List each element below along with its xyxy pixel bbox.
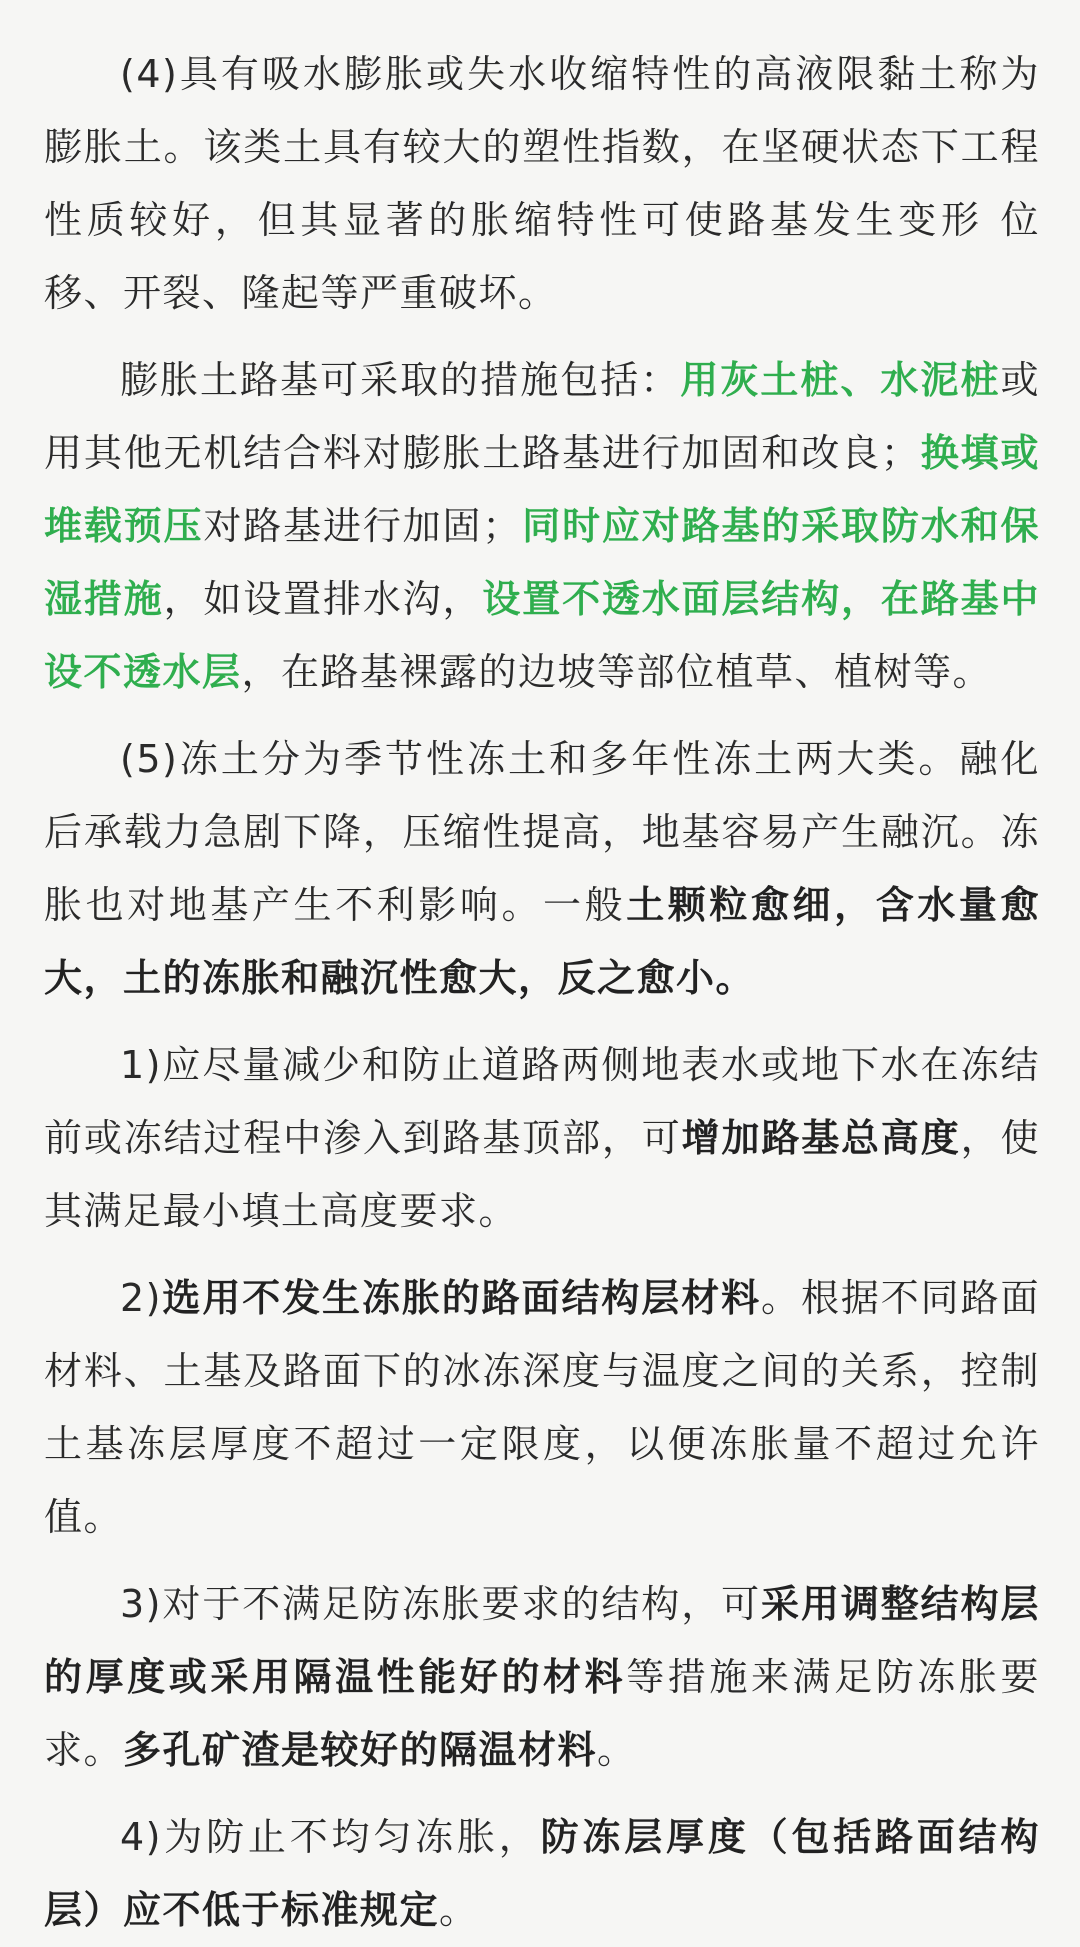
- bold-text: 防冻层厚度（包括路面结构层）应不低于标准规定: [44, 1815, 1040, 1932]
- highlight-text: 设置不透水面层结构，在路基中设不透水层: [44, 577, 1040, 694]
- highlight-text: 用灰土桩、水泥桩: [680, 358, 1001, 402]
- bold-text: 土颗粒愈细，含水量愈大，土的冻胀和融沉性愈大，反之愈小。: [44, 883, 1040, 1000]
- paragraph-measure-3: [44, 1568, 1040, 1787]
- text-segment: 4)为防止不均匀冻胀，: [120, 1815, 541, 1859]
- text-segment: (4)具有吸水膨胀或失水收缩特性的高液限黏土称为膨胀土。该类土具有较大的塑性指数，在坚硬状态下工程性质较好，但其显著的胀缩特性可使路基发生变形 位移、开裂、隆起等严重破坏。: [44, 52, 1040, 315]
- paragraph-frozen-soil: [44, 723, 1040, 1015]
- text-segment: 对路基进行加固；: [203, 504, 522, 548]
- paragraph-measure-2: [44, 1262, 1040, 1554]
- bold-text: 多孔矿渣是较好的隔温材料: [123, 1728, 598, 1772]
- bold-text: 选用不发生冻胀的路面结构层材料: [162, 1276, 762, 1320]
- text-segment: 等措施来满足防冻胀要求。: [44, 1655, 1040, 1772]
- text-segment: 。根据不同路面材料、土基及路面下的冰冻深度与温度之间的关系，控制土基冻层厚度不超过一定限度，以便冻胀量不超过允许值。: [44, 1276, 1040, 1539]
- bold-text: 增加路基总高度: [681, 1116, 961, 1160]
- text-segment: 膨胀土路基可采取的措施包括：: [120, 358, 681, 402]
- text-segment: 1)应尽量减少和防止道路两侧地表水或地下水在冻结前或冻结过程中渗入到路基顶部，可: [44, 1043, 1040, 1160]
- text-segment: 3)对于不满足防冻胀要求的结构，可: [120, 1582, 762, 1626]
- paragraph-expansive-soil-measures: [44, 344, 1040, 709]
- text-segment: 。: [439, 1888, 479, 1932]
- paragraph-expansive-soil-definition: [44, 38, 1040, 330]
- text-segment: ，如设置排水沟，: [163, 577, 483, 621]
- text-segment: 2): [120, 1276, 163, 1320]
- text-segment: 。: [597, 1728, 637, 1772]
- paragraph-measure-4: [44, 1801, 1040, 1947]
- paragraph-measure-1: [44, 1029, 1040, 1248]
- text-segment: 或用其他无机结合料对膨胀土路基进行加固和改良；: [44, 358, 1040, 475]
- highlight-text: 同时应对路基的采取防水和保湿措施: [44, 504, 1040, 621]
- text-segment: ，在路基裸露的边坡等部位植草、植树等。: [241, 650, 993, 694]
- highlight-text: 换填或堆载预压: [44, 431, 1040, 548]
- bold-text: 采用调整结构层的厚度或采用隔温性能好的材料: [44, 1582, 1040, 1699]
- text-segment: (5)冻土分为季节性冻土和多年性冻土两大类。融化后承载力急剧下降，压缩性提高，地基容易产生融沉。冻胀也对地基产生不利影响。一般: [44, 737, 1040, 927]
- text-segment: ，使其满足最小填土高度要求。: [44, 1116, 1040, 1233]
